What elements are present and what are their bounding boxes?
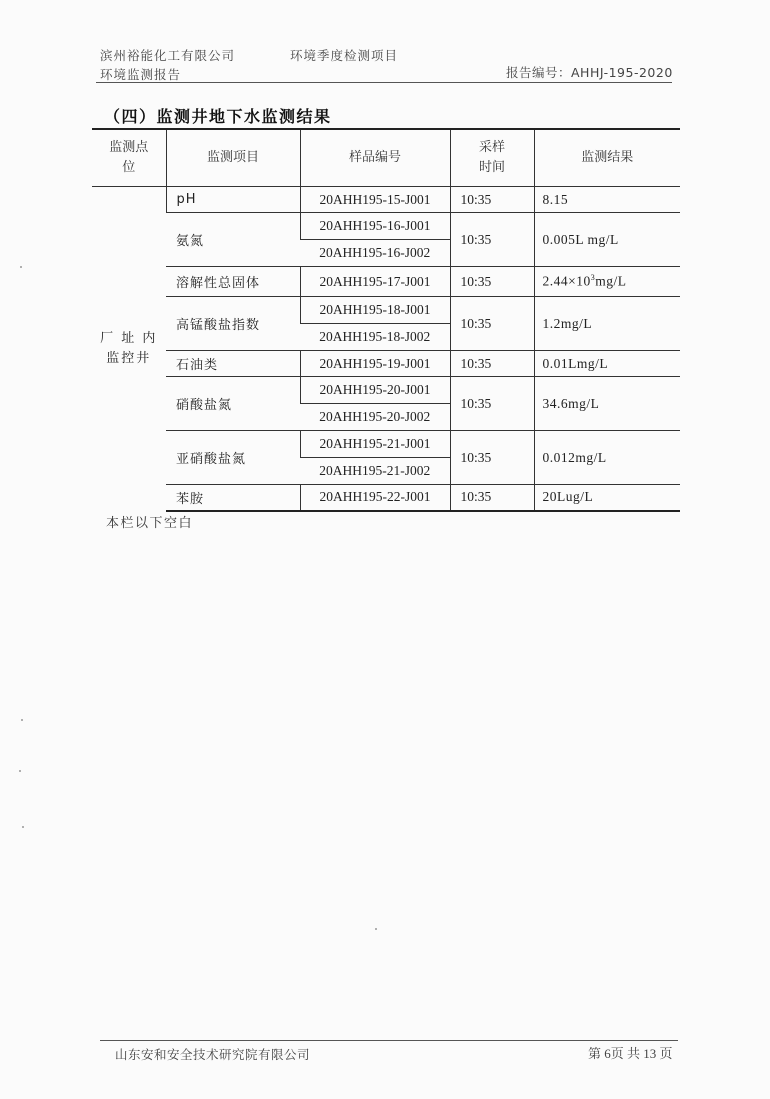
result-cell: 0.005L mg/L — [534, 213, 680, 267]
sample-cell: 20AHH195-16-J002 — [300, 240, 450, 267]
result-cell: 8.15 — [534, 187, 680, 213]
time-cell: 10:35 — [450, 297, 534, 351]
table-row — [92, 267, 680, 297]
sample-cell: 20AHH195-19-J001 — [300, 351, 450, 377]
column-header-sample: 样品编号 — [300, 129, 450, 187]
sample-cell: 20AHH195-15-J001 — [300, 187, 450, 213]
table-header-row — [92, 129, 680, 187]
result-cell: 0.012mg/L — [534, 431, 680, 485]
column-header-time-line2: 时间 — [478, 160, 505, 175]
result-cell: 0.01Lmg/L — [534, 351, 680, 377]
time-cell: 10:35 — [450, 377, 534, 431]
site-cell — [92, 187, 166, 511]
scan-speck — [22, 826, 24, 828]
column-header-site — [92, 129, 166, 187]
table-row — [92, 351, 680, 377]
item-cell: 硝酸盐氮 — [166, 377, 300, 431]
footer-rule — [100, 1040, 678, 1041]
column-header-time — [450, 129, 534, 187]
item-cell: 苯胺 — [166, 485, 300, 511]
result-cell: 1.2mg/L — [534, 297, 680, 351]
time-cell: 10:35 — [450, 351, 534, 377]
item-cell: pH — [166, 187, 300, 213]
scan-speck — [375, 928, 377, 930]
blank-below-note: 本栏以下空白 — [106, 516, 194, 531]
item-cell: 亚硝酸盐氮 — [166, 431, 300, 485]
time-cell: 10:35 — [450, 485, 534, 511]
sample-cell: 20AHH195-20-J002 — [300, 404, 450, 431]
footer-institute: 山东安和安全技术研究院有限公司 — [115, 1047, 311, 1062]
footer-page-number: 第 6页 共 13 页 — [588, 1046, 673, 1061]
site-label-line1: 厂 址 内 — [100, 330, 158, 346]
sample-cell: 20AHH195-18-J002 — [300, 324, 450, 351]
report-type: 环境监测报告 — [100, 67, 182, 82]
item-cell: 氨氮 — [166, 213, 300, 267]
header-rule — [96, 82, 672, 83]
time-cell: 10:35 — [450, 267, 534, 297]
scan-speck — [19, 770, 21, 772]
sample-cell: 20AHH195-17-J001 — [300, 267, 450, 297]
sample-cell: 20AHH195-16-J001 — [300, 213, 450, 240]
sample-cell: 20AHH195-21-J001 — [300, 431, 450, 458]
sample-cell: 20AHH195-18-J001 — [300, 297, 450, 324]
column-header-item: 监测项目 — [166, 129, 300, 187]
results-table — [92, 128, 680, 512]
column-header-time-line1: 采样 — [478, 140, 505, 155]
table-row — [92, 187, 680, 213]
column-header-site-line1: 监测点 — [109, 140, 149, 155]
sample-cell: 20AHH195-22-J001 — [300, 485, 450, 511]
time-cell: 10:35 — [450, 431, 534, 485]
report-number: 报告编号：AHHJ-195-2020 — [506, 65, 673, 80]
column-header-result: 监测结果 — [534, 129, 680, 187]
table-row — [92, 431, 680, 458]
section-title: （四）监测井地下水监测结果 — [104, 107, 332, 126]
site-label-line2: 监控井 — [106, 350, 152, 366]
item-cell: 石油类 — [166, 351, 300, 377]
table-row — [92, 213, 680, 240]
sample-cell: 20AHH195-21-J002 — [300, 458, 450, 485]
result-cell — [534, 267, 680, 297]
scan-speck — [21, 719, 23, 721]
time-cell: 10:35 — [450, 213, 534, 267]
item-cell: 高锰酸盐指数 — [166, 297, 300, 351]
company-name: 滨州裕能化工有限公司 — [100, 48, 236, 63]
item-cell: 溶解性总固体 — [166, 267, 300, 297]
result-cell: 20Lug/L — [534, 485, 680, 511]
result-exponent: 3 — [590, 273, 596, 283]
time-cell: 10:35 — [450, 187, 534, 213]
table-row — [92, 377, 680, 404]
project-name: 环境季度检测项目 — [290, 48, 399, 63]
table-row — [92, 485, 680, 511]
result-cell: 34.6mg/L — [534, 377, 680, 431]
scan-speck — [20, 266, 22, 268]
sample-cell: 20AHH195-20-J001 — [300, 377, 450, 404]
result-mantissa: 2.44×10 — [542, 273, 591, 289]
column-header-site-line2: 位 — [122, 160, 136, 175]
result-unit: mg/L — [595, 273, 627, 289]
table-row — [92, 297, 680, 324]
